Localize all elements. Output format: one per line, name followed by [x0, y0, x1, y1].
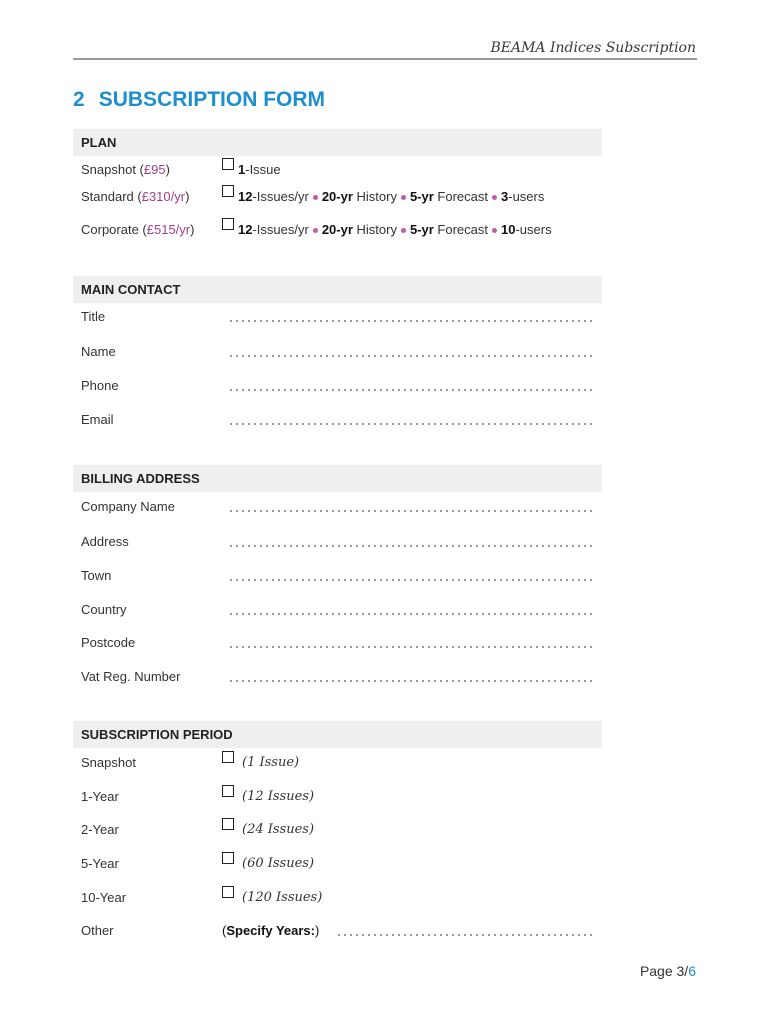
period-1-year-label: 1-Year	[81, 789, 119, 804]
billing-town-field[interactable]	[228, 579, 594, 581]
contact-name-field[interactable]	[228, 355, 594, 357]
period-5-year-note: (60 Issues)	[242, 856, 315, 871]
plan-feature-value: 12	[238, 189, 253, 204]
billing-heading-band	[73, 465, 602, 492]
period-5-year-label: 5-Year	[81, 856, 119, 871]
plan-feature-value: 1	[238, 162, 246, 177]
billing-country-label: Country	[81, 602, 127, 617]
plan-heading: PLAN	[81, 135, 117, 150]
period-snapshot-label: Snapshot	[81, 755, 136, 770]
plan-feature-text: Forecast	[433, 222, 488, 237]
plan-option-standard: Standard (£310/yr)	[81, 189, 190, 204]
plan-heading-band	[73, 129, 602, 156]
period-10-year-checkbox[interactable]	[222, 886, 234, 898]
plan-feature-text: -Issues/yr	[252, 189, 309, 204]
plan-option-corporate: Corporate (£515/yr)	[81, 222, 195, 237]
period-2-year-label: 2-Year	[81, 822, 119, 837]
plan-feature-value: 5-yr	[409, 189, 434, 204]
page-prefix: Page 3/	[639, 963, 689, 979]
plan-feature-text: Forecast	[433, 189, 488, 204]
section-number: 2	[73, 88, 85, 111]
plan-desc-standard	[238, 189, 544, 204]
billing-country-field[interactable]	[228, 613, 594, 615]
bullet-dot-icon	[313, 195, 318, 200]
plan-snapshot-checkbox[interactable]	[222, 158, 234, 170]
period-snapshot-note: (1 Issue)	[242, 755, 300, 770]
section-title-text: SUBSCRIPTION FORM	[98, 88, 326, 111]
plan-price: £310/yr	[141, 189, 186, 204]
period-5-year-checkbox[interactable]	[222, 852, 234, 864]
plan-feature-text: -users	[515, 222, 552, 237]
contact-email-label: Email	[81, 412, 114, 427]
plan-corporate-checkbox[interactable]	[222, 218, 234, 230]
plan-feature-text: -Issue	[245, 162, 281, 177]
period-other-label: Other	[81, 923, 114, 938]
billing-town-label: Town	[81, 568, 112, 583]
plan-option-snapshot: Snapshot (£95)	[81, 162, 170, 177]
plan-name: Snapshot	[81, 162, 136, 177]
plan-name: Standard	[81, 189, 134, 204]
contact-title-label: Title	[81, 309, 106, 324]
specify-close-paren: )	[315, 923, 320, 938]
page-number	[640, 963, 696, 979]
period-heading-band	[73, 721, 602, 748]
bullet-dot-icon	[401, 228, 406, 233]
plan-feature-value: 12	[238, 222, 253, 237]
bullet-dot-icon	[492, 228, 497, 233]
period-heading: SUBSCRIPTION PERIOD	[81, 727, 233, 742]
plan-feature-value: 5-yr	[409, 222, 434, 237]
contact-phone-label: Phone	[81, 378, 119, 393]
period-2-year-checkbox[interactable]	[222, 818, 234, 830]
period-snapshot-checkbox[interactable]	[222, 751, 234, 763]
contact-title-field[interactable]	[228, 320, 594, 322]
specify-years-field[interactable]	[336, 934, 594, 936]
contact-email-field[interactable]	[228, 423, 594, 425]
plan-desc-snapshot	[238, 162, 281, 177]
plan-desc-corporate	[238, 222, 552, 237]
plan-price: £515/yr	[146, 222, 191, 237]
header-rule	[73, 58, 697, 60]
document-header: BEAMA Indices Subscription	[490, 40, 696, 56]
period-10-year-note: (120 Issues)	[242, 890, 323, 905]
period-1-year-checkbox[interactable]	[222, 785, 234, 797]
main-contact-heading: MAIN CONTACT	[81, 282, 181, 297]
period-2-year-note: (24 Issues)	[242, 822, 315, 837]
plan-feature-value: 10	[501, 222, 516, 237]
period-1-year-note: (12 Issues)	[242, 789, 315, 804]
billing-vat-label: Vat Reg. Number	[81, 669, 181, 684]
specify-years-text: Specify Years:	[226, 923, 315, 938]
plan-feature-text: -Issues/yr	[252, 222, 309, 237]
billing-address-label: Address	[81, 534, 129, 549]
billing-address-field[interactable]	[228, 545, 594, 547]
bullet-dot-icon	[401, 195, 406, 200]
bullet-dot-icon	[313, 228, 318, 233]
billing-heading: BILLING ADDRESS	[81, 471, 200, 486]
main-contact-heading-band	[73, 276, 602, 303]
plan-name: Corporate	[81, 222, 139, 237]
plan-feature-value: 20-yr	[321, 189, 353, 204]
plan-feature-value: 3	[501, 189, 509, 204]
billing-company-field[interactable]	[228, 510, 594, 512]
specify-open-paren: (	[222, 923, 227, 938]
page-total: 6	[688, 963, 696, 979]
specify-years-label	[222, 923, 319, 938]
plan-feature-text: History	[352, 222, 397, 237]
billing-company-label: Company Name	[81, 499, 175, 514]
contact-name-label: Name	[81, 344, 116, 359]
plan-standard-checkbox[interactable]	[222, 185, 234, 197]
plan-feature-value: 20-yr	[321, 222, 353, 237]
billing-postcode-label: Postcode	[81, 635, 136, 650]
bullet-dot-icon	[492, 195, 497, 200]
period-10-year-label: 10-Year	[81, 890, 127, 905]
section-title	[73, 88, 325, 112]
plan-price: £95	[143, 162, 166, 177]
plan-feature-text: History	[352, 189, 397, 204]
plan-feature-text: -users	[508, 189, 545, 204]
contact-phone-field[interactable]	[228, 389, 594, 391]
billing-postcode-field[interactable]	[228, 646, 594, 648]
billing-vat-field[interactable]	[228, 680, 594, 682]
